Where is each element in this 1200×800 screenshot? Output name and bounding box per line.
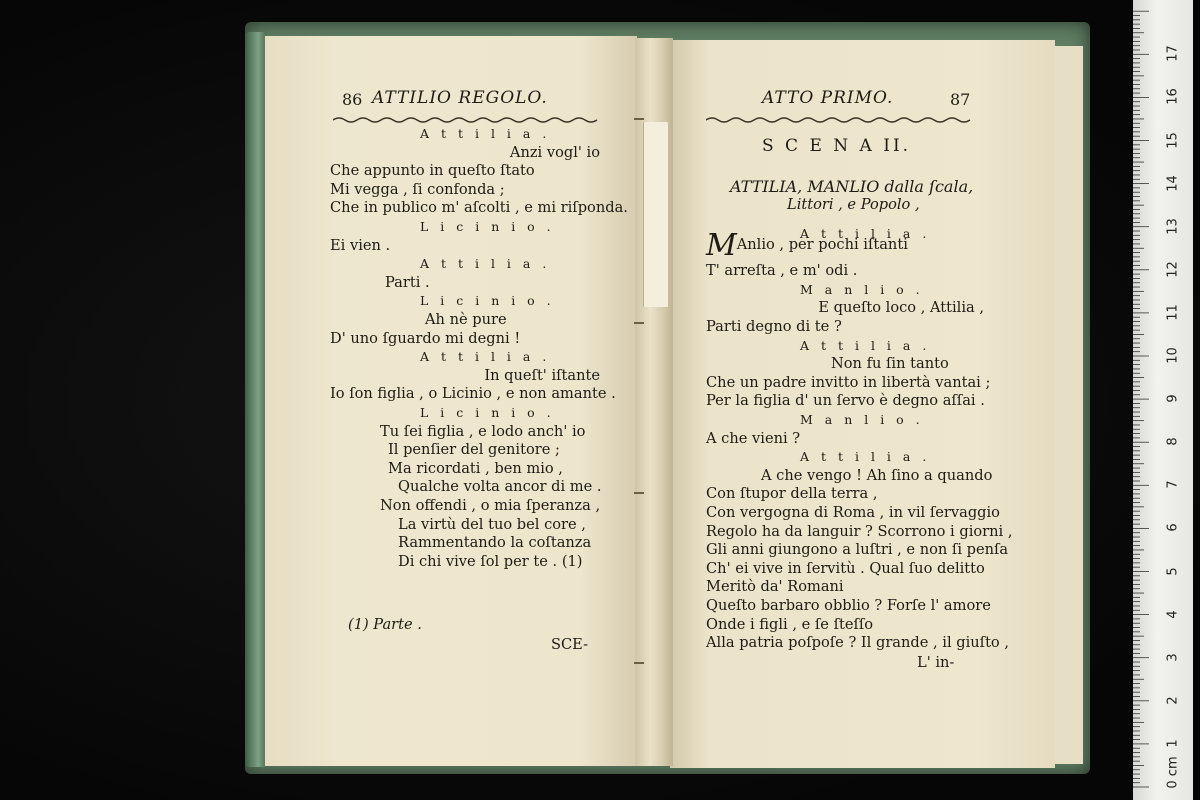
scene-heading: S C E N A II. [762,136,912,156]
speaker-label: M a n l i o . [800,281,924,297]
verse-line: Anzi vogl' io [509,143,600,161]
binding-stitch [634,118,644,120]
ruler-label: 9 [1165,394,1181,403]
speaker-label: A t t i l i a . [420,256,551,272]
verse-line: T' arreſta , e m' odi . [706,262,858,280]
ruler-label: 4 [1165,609,1181,619]
verse-line: In queſt' iſtante [484,366,600,384]
verse-line: A che vengo ! Ah ſino a quando [761,466,993,484]
verse-line: Regolo ha da languir ? Scorrono i giorni , [706,522,1013,540]
ruler-ticks [1133,0,1193,800]
characters-line-2: Littori , e Popolo , [787,196,920,213]
verse-line: Onde i figli , e ſe ſteſſo [706,615,874,633]
verse-line: Meritò da' Romani [706,578,844,596]
speaker-label: A t t i l i a . [800,337,931,353]
verse-line: Non fu ſin tanto [831,355,949,373]
drop-cap-rest: Anlio , per pochi iſtanti [736,235,908,253]
characters-line-1: ATTILIA, MANLIO dalla ſcala, [730,177,974,196]
verse-line: Ah nè pure [425,311,507,328]
drop-cap: M [706,227,737,263]
verse-line: Che un padre invitto in libertà vantai ; [706,373,991,391]
verse-line: Per la figlia d' un ſervo è degno aſſai . [706,392,985,410]
page-number-left: 86 [342,90,363,109]
ruler-label: 14 [1165,174,1181,192]
catchword-right: L' in- [917,654,955,671]
footnote: (1) Parte . [348,616,422,633]
verse-line: Alla patria poſpoſe ? Il grande , il giuſto , [706,634,1009,652]
verse-line: Parti . [385,273,430,291]
verse-line: Ma ricordati , ben mio , [388,459,563,477]
ruler-label: 13 [1165,217,1181,235]
running-title-left: ATTILIO REGOLO. [372,88,548,108]
verse-line: Di chi vive ſol per te . (1) [398,552,583,570]
page-number-right: 87 [950,90,971,109]
ruler-label: 12 [1165,261,1181,278]
verse-line: Con vergogna di Roma , in vil ſervaggio [706,504,1000,521]
verse-line: Tu ſei figlia , e lodo anch' io [380,422,586,440]
ruler-label: 17 [1165,45,1181,63]
ruler-label: 5 [1165,566,1181,576]
ruler-label: 8 [1165,437,1181,446]
ruler-label: 11 [1165,304,1181,321]
verse-line: Il penſier del genitore ; [388,441,560,459]
speaker-label: A t t i l i a . [800,226,931,241]
ruler-label: 1 [1165,739,1181,748]
ornament-rule-right [706,116,971,124]
verse-line: E queſto loco , Attilia , [818,299,984,317]
verse-line: Con ſtupor della terra , [706,485,878,503]
ruler-label: 3 [1165,653,1181,662]
verse-line: Ei vien . [330,236,391,254]
verse-line: Io ſon figlia , o Licinio , e non amante . [330,385,616,403]
verse-line: Qualche volta ancor di me . [398,478,602,496]
ruler-label: 10 [1165,347,1181,364]
verse-line: D' uno ſguardo mi degni ! [330,329,521,347]
verse-line: Mi vegga , ſi confonda ; [330,180,505,198]
ruler-label: 0 cm [1165,756,1181,789]
paper-tab [643,122,669,307]
verse-line: Che in publico m' aſcolti , e mi riſponda. [330,199,628,217]
speaker-label: L i c i n i o . [420,219,555,234]
ornament-rule-left [333,116,598,124]
verse-line: Non offendi , o mia ſperanza , [380,497,601,514]
cover-spine-edge [245,32,267,767]
speaker-label: L i c i n i o . [420,293,555,309]
binding-stitch [634,492,644,494]
catchword-left: SCE- [551,636,589,653]
ruler-label: 2 [1165,696,1181,705]
verse-line: Rammentando la coſtanza [398,534,592,552]
ruler-label: 15 [1165,131,1181,149]
speaker-label: L i c i n i o . [420,405,555,420]
speaker-label: A t t i l i a . [800,449,931,465]
running-title-right: ATTO PRIMO. [762,88,894,108]
verse-line: Parti degno di te ? [706,318,842,335]
ruler-label: 6 [1165,523,1181,533]
speaker-label: A t t i l i a . [420,349,551,365]
speaker-label: M a n l i o . [800,412,924,427]
verse-line: Che appunto in queſto ſtato [330,162,535,180]
ruler-label: 7 [1165,480,1181,489]
ruler-label: 16 [1165,88,1181,106]
binding-stitch [634,322,644,324]
binding-stitch [634,662,644,664]
measurement-ruler [1133,0,1193,800]
verse-line: Queſto barbaro obblio ? Forſe l' amore [706,597,991,614]
verse-line: La virtù del tuo bel core , [398,515,586,533]
verse-line: A che vieni ? [706,429,801,447]
verse-line: Ch' ei vive in ſervitù . Qual ſuo delitto [706,559,985,577]
verse-line: Gli anni giungono a luſtri , e non ſi penſa [706,541,1009,559]
speaker-label: A t t i l i a . [420,126,551,141]
